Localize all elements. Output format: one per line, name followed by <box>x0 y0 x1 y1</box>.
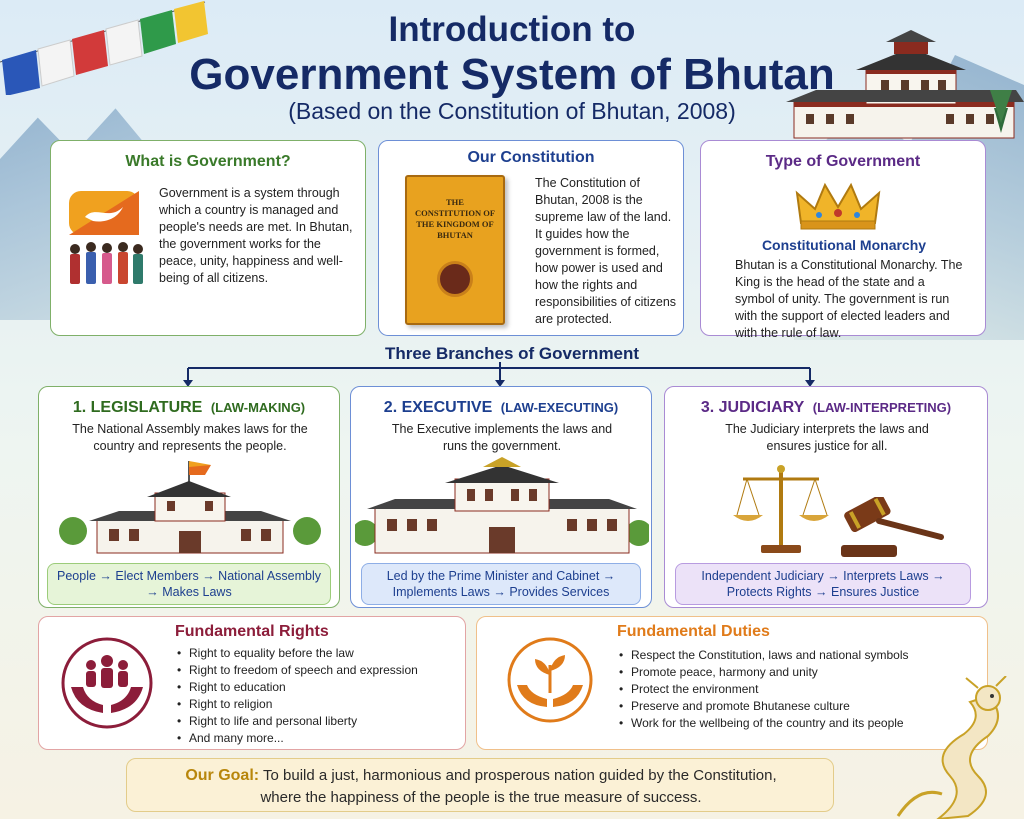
what-is-government-card <box>50 140 366 336</box>
list-item: • And many more... <box>175 730 455 747</box>
type-of-government-body: Bhutan is a Constitutional Monarchy. The King is the head of the state and a symbol of unity. The government is run with the support of elected leaders and with the rule of law. <box>735 258 963 340</box>
page-title-line1: Introduction to <box>388 10 636 49</box>
constitution-emblem-icon <box>437 261 473 297</box>
list-item: • Right to education <box>175 679 455 696</box>
fundamental-rights-card <box>38 616 466 750</box>
type-of-government-card <box>700 140 986 340</box>
goal-banner <box>126 758 834 812</box>
executive-building-icon <box>355 457 649 557</box>
judiciary-flow: Independent Judiciary → Interprets Laws → Protects Rights → Ensures Justice <box>675 563 971 605</box>
scales-of-justice-icon <box>731 461 831 557</box>
what-is-government-title: What is Government? <box>125 153 291 170</box>
judiciary-card <box>664 386 988 608</box>
list-item: • Protect the environment <box>617 681 917 698</box>
type-of-government-title: Type of Government <box>765 153 921 170</box>
fundamental-rights-title: Fundamental Rights <box>175 623 329 640</box>
executive-title: 2. EXECUTIVE <box>383 399 493 416</box>
goal-line1: To build a just, harmonious and prosperous nation guided by the Constitution, <box>263 767 777 784</box>
list-item: • Respect the Constitution, laws and national symbols <box>617 647 917 664</box>
what-is-government-body: Government is a system through which a country is managed and people's needs are met. In Bhutan, the government works for the peace, unity, happiness and well-being of all citizens. <box>159 186 353 285</box>
constitution-book-icon <box>405 175 505 325</box>
page-subtitle: (Based on the Constitution of Bhutan, 2008) <box>288 98 736 124</box>
dragon-illustration <box>838 676 1024 819</box>
legislature-card <box>38 386 340 608</box>
legislature-flow: People → Elect Members → National Assembly → Makes Laws <box>47 563 331 605</box>
legislature-title: 1. LEGISLATURE <box>72 399 203 416</box>
judiciary-title: 3. JUDICIARY <box>700 399 805 416</box>
list-item: • Preserve and promote Bhutanese culture <box>617 698 917 715</box>
list-item: • Promote peace, harmony and unity <box>617 664 917 681</box>
gavel-icon <box>837 497 947 559</box>
list-item: • Right to religion <box>175 696 455 713</box>
judiciary-tag: (LAW-INTERPRETING) <box>812 400 952 415</box>
judiciary-body: The Judiciary interprets the laws and ensures justice for all. <box>725 422 929 453</box>
national-assembly-building-icon <box>59 457 321 557</box>
legislature-tag: (LAW-MAKING) <box>210 400 306 415</box>
constitution-book-title: THE CONSTITUTION OF THE KINGDOM OF BHUTAN <box>414 197 496 240</box>
executive-tag: (LAW-EXECUTING) <box>500 400 619 415</box>
people-hands-icon <box>59 635 155 731</box>
crown-icon <box>795 179 881 233</box>
bhutan-flag-people-icon <box>65 187 147 317</box>
our-constitution-title: Our Constitution <box>467 149 595 166</box>
executive-body: The Executive implements the laws and runs the government. <box>391 422 613 453</box>
fundamental-duties-title: Fundamental Duties <box>617 623 770 640</box>
list-item: • Right to freedom of speech and expression <box>175 662 455 679</box>
executive-card <box>350 386 652 608</box>
our-constitution-card <box>378 140 684 336</box>
plant-hands-icon <box>505 635 595 725</box>
fundamental-rights-list <box>175 645 455 747</box>
branches-connector <box>180 362 820 388</box>
list-item: • Right to life and personal liberty <box>175 713 455 730</box>
list-item: • Work for the wellbeing of the country and its people <box>617 715 917 732</box>
type-of-government-subtitle: Constitutional Monarchy <box>761 237 927 253</box>
our-constitution-body: The Constitution of Bhutan, 2008 is the supreme law of the land. It guides how the government is formed, how power is used and how the rights and responsibilities of citizens are protected. <box>535 176 677 326</box>
list-item: • Right to equality before the law <box>175 645 455 662</box>
goal-line2: where the happiness of the people is the true measure of success. <box>260 789 702 806</box>
goal-label: Our Goal: <box>185 767 260 784</box>
branches-heading: Three Branches of Government <box>384 344 640 363</box>
legislature-body: The National Assembly makes laws for the country and represents the people. <box>72 422 308 453</box>
executive-flow: Led by the Prime Minister and Cabinet → Implements Laws → Provides Services <box>361 563 641 605</box>
page-title-line2: Government System of Bhutan <box>189 50 835 99</box>
